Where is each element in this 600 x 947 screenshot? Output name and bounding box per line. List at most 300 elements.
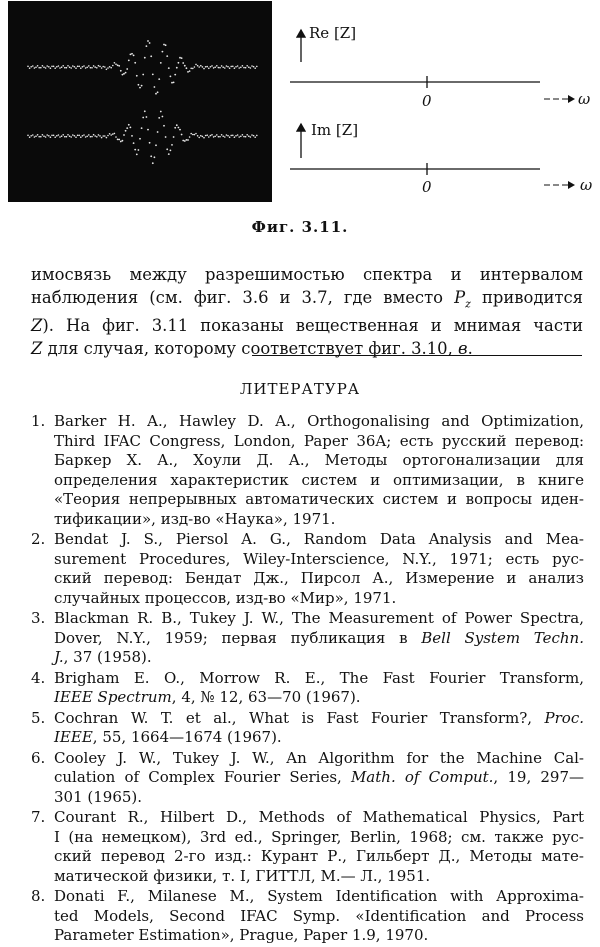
reference-line: IEEE, 55, 1664—1674 (1967). <box>54 728 282 746</box>
trace-dot <box>139 138 141 140</box>
trace-dot <box>99 135 101 137</box>
trace-dot <box>242 134 244 136</box>
trace-dot <box>174 74 176 76</box>
trace-dot <box>106 69 108 71</box>
trace-dot <box>72 65 74 67</box>
trace-dot <box>142 117 144 119</box>
trace-dot <box>240 136 242 138</box>
trace-dot <box>157 131 159 133</box>
trace-dot <box>118 65 120 67</box>
trace-dot <box>246 134 248 136</box>
trace-dot <box>136 154 138 156</box>
trace-dot <box>248 66 250 68</box>
trace-dot <box>206 66 208 68</box>
trace-dot <box>173 82 175 84</box>
trace-dot <box>198 137 200 139</box>
trace-dot <box>205 66 207 68</box>
trace-dot <box>83 134 85 136</box>
trace-dot <box>224 136 226 138</box>
trace-dot <box>184 140 186 142</box>
trace-dot <box>85 67 87 69</box>
trace-dot <box>150 55 152 57</box>
trace-dot <box>238 136 240 138</box>
trace-dot <box>32 65 34 67</box>
trace-dot <box>165 136 167 138</box>
reference-text <box>54 808 584 886</box>
reference-number: 7. <box>31 808 46 826</box>
reference-line: Barker H. A., Hawley D. A., Orthogonalising and Optimization, <box>54 412 584 430</box>
trace-dot <box>123 73 125 75</box>
reference-item <box>0 669 600 708</box>
trace-dot <box>142 74 144 76</box>
trace-dot <box>27 66 29 68</box>
trace-dot <box>187 139 189 141</box>
trace-dot <box>131 135 133 137</box>
trace-dot <box>176 67 178 69</box>
trace-dot <box>78 135 80 137</box>
trace-dot <box>222 66 224 68</box>
trace-dot <box>246 65 248 67</box>
reference-number: 3. <box>31 609 46 627</box>
trace-dot <box>82 66 84 68</box>
trace-dot <box>125 130 127 132</box>
reference-text <box>54 887 584 946</box>
trace-dot <box>72 134 74 136</box>
reference-line: Courant R., Hilbert D., Methods of Mathematical Physics, Part <box>54 808 584 826</box>
trace-dot <box>251 134 253 136</box>
trace-dot <box>162 51 164 53</box>
trace-dot <box>35 135 37 137</box>
trace-dot <box>152 74 154 76</box>
trace-dot <box>45 136 47 138</box>
trace-dot <box>181 134 183 136</box>
trace-dot <box>64 136 66 138</box>
trace-dot <box>166 55 168 57</box>
trace-dot <box>67 134 69 136</box>
reference-line: Blackman R. B., Tukey J. W., The Measurement of Power Spectra, <box>54 609 584 627</box>
trace-dot <box>30 135 32 137</box>
trace-dot <box>256 66 258 68</box>
reference-line: Dover, N.Y., 1959; первая публикация в Bell System Techn. <box>54 628 584 647</box>
trace-dot <box>32 134 34 136</box>
trace-dot <box>166 148 168 150</box>
trace-dot <box>91 67 93 69</box>
trace-dot <box>62 134 64 136</box>
trace-dot <box>162 116 164 118</box>
trace-dot <box>64 67 66 69</box>
trace-dot <box>80 67 82 69</box>
trace-dot <box>99 66 101 68</box>
trace-dot <box>139 87 141 89</box>
trace-dot <box>214 66 216 68</box>
trace-dot <box>114 133 116 135</box>
reference-line: Cooley J. W., Tukey J. W., An Algorithm for the Machine Cal- <box>54 748 584 767</box>
trace-dot <box>104 66 106 68</box>
trace-dot <box>94 135 96 137</box>
trace-dot <box>83 65 85 67</box>
trace-dot <box>53 135 55 137</box>
trace-dot <box>112 65 114 67</box>
trace-dot <box>226 65 228 67</box>
trace-dot <box>117 139 119 141</box>
trace-dot <box>237 65 239 67</box>
trace-dot <box>174 127 176 129</box>
reference-item <box>0 609 600 668</box>
reference-text <box>54 609 584 668</box>
lower-origin-label: 0 <box>422 178 432 196</box>
trace-dot <box>222 135 224 137</box>
references-heading: ЛИТЕРАТУРА <box>239 380 361 398</box>
trace-dot <box>171 82 173 84</box>
trace-dot <box>48 66 50 68</box>
trace-dot <box>114 62 116 64</box>
trace-dot <box>66 67 68 69</box>
reference-text <box>54 412 584 529</box>
trace-dot <box>45 67 47 69</box>
trace-dot <box>214 136 216 138</box>
trace-dot <box>102 135 104 137</box>
trace-dot <box>235 66 237 68</box>
trace-dot <box>80 136 82 138</box>
trace-dot <box>94 66 96 68</box>
trace-dot <box>109 66 111 68</box>
trace-dot <box>218 136 220 138</box>
reference-number: 8. <box>31 887 46 905</box>
upper-plot <box>290 24 590 110</box>
trace-dot <box>155 144 157 146</box>
trace-dot <box>211 134 213 136</box>
trace-dot <box>250 67 252 69</box>
trace-dot <box>250 136 252 138</box>
trace-dot <box>138 149 140 151</box>
trace-dot <box>42 65 44 67</box>
trace-dot <box>117 64 119 66</box>
trace-dot <box>93 65 95 67</box>
trace-dot <box>29 136 31 138</box>
trace-dot <box>206 134 208 136</box>
trace-dot <box>59 136 61 138</box>
trace-dot <box>147 129 149 131</box>
paragraph-line: наблюдения (см. фиг. 3.6 и 3.7, где вместо $P_z$ приводится <box>31 287 583 310</box>
trace-dot <box>182 140 184 142</box>
trace-dot <box>46 134 48 136</box>
trace-dot <box>62 65 64 67</box>
oscilloscope-traces <box>8 1 272 202</box>
reference-line: I (на немецком), 3rd ed., Springer, Berlin, 1968; см. также рус- <box>54 827 584 846</box>
trace-dot <box>110 67 112 69</box>
trace-dot <box>56 135 58 137</box>
trace-dot <box>238 67 240 69</box>
trace-dot <box>110 134 112 136</box>
lower-omega-label: ω <box>580 176 593 194</box>
reference-line: «Теория непрерывных автоматических систем и вопросы иден- <box>54 490 584 508</box>
trace-dot <box>130 127 132 129</box>
trace-dot <box>70 136 72 138</box>
trace-dot <box>187 71 189 73</box>
reference-line: J., 37 (1958). <box>54 648 152 666</box>
trace-dot <box>61 135 63 137</box>
reference-item <box>0 887 600 946</box>
trace-dot <box>61 66 63 68</box>
trace-dot <box>165 44 167 46</box>
reference-line: IEEE Spectrum, 4, № 12, 63—70 (1967). <box>54 688 361 706</box>
reference-line: случайных процессов, изд-во «Мир», 1971. <box>54 588 397 607</box>
trace-dot <box>235 135 237 137</box>
trace-dot <box>178 127 180 129</box>
trace-dot <box>173 136 175 138</box>
trace-dot <box>141 127 143 129</box>
trace-dot <box>232 135 234 137</box>
trace-dot <box>203 137 205 139</box>
trace-dot <box>107 135 109 137</box>
reference-number: 6. <box>31 748 46 767</box>
trace-dot <box>101 137 103 139</box>
trace-dot <box>227 135 229 137</box>
trace-dot <box>128 60 130 62</box>
trace-dot <box>216 65 218 67</box>
trace-dot <box>122 74 124 76</box>
trace-dot <box>198 66 200 68</box>
trace-dot <box>152 162 154 164</box>
trace-dot <box>66 136 68 138</box>
body-paragraph <box>31 264 583 360</box>
trace-dot <box>182 62 184 64</box>
trace-dot <box>195 133 197 135</box>
trace-dot <box>221 134 223 136</box>
trace-dot <box>58 65 60 67</box>
trace-dot <box>131 53 133 55</box>
reference-line: Donati F., Milanese M., System Identification with Approxima- <box>54 887 584 905</box>
trace-dot <box>195 64 197 66</box>
reference-line: Parameter Estimation», Prague, Paper 1.9, 1970. <box>54 926 429 944</box>
trace-dot <box>186 139 188 141</box>
trace-dot <box>163 125 165 127</box>
trace-dot <box>46 65 48 67</box>
trace-dot <box>190 133 192 135</box>
reference-line: ский перевод 2-го изд.: Курант Р., Гильберт Д., Методы мате- <box>54 847 584 865</box>
reference-item <box>0 749 600 808</box>
trace-dot <box>194 134 196 136</box>
trace-dot <box>96 67 98 69</box>
reference-line: Brigham E. O., Morrow R. E., The Fast Fourier Transform, <box>54 668 584 687</box>
trace-dot <box>229 67 231 69</box>
trace-dot <box>243 67 245 69</box>
trace-dot <box>120 70 122 72</box>
trace-dot <box>123 134 125 136</box>
trace-dot <box>141 85 143 87</box>
trace-dot <box>30 66 32 68</box>
trace-dot <box>208 136 210 138</box>
reference-line: Bendat J. S., Piersol A. G., Random Data Analysis and Mea- <box>54 530 584 548</box>
trace-dot <box>192 68 194 70</box>
trace-dot <box>179 129 181 131</box>
trace-dot <box>93 134 95 136</box>
trace-dot <box>184 65 186 67</box>
trace-dot <box>91 136 93 138</box>
trace-dot <box>160 62 162 64</box>
trace-dot <box>38 67 40 69</box>
trace-dot <box>75 67 77 69</box>
frequency-axes-diagram <box>288 18 600 203</box>
trace-dot <box>122 140 124 142</box>
trace-dot <box>112 133 114 135</box>
reference-number: 1. <box>31 412 46 430</box>
upper-origin-label: 0 <box>422 92 432 110</box>
real-part-trace <box>27 40 257 95</box>
trace-dot <box>163 44 165 46</box>
trace-dot <box>158 78 160 80</box>
trace-dot <box>98 134 100 136</box>
trace-dot <box>75 136 77 138</box>
trace-dot <box>253 66 255 68</box>
trace-dot <box>186 67 188 69</box>
trace-dot <box>54 67 56 69</box>
trace-dot <box>86 136 88 138</box>
trace-dot <box>130 54 132 56</box>
trace-dot <box>27 135 29 137</box>
trace-dot <box>208 68 210 70</box>
reference-line: Баркер Х. А., Хоули Д. А., Методы ортогонализации для <box>54 451 584 469</box>
reference-line: surement Procedures, Wiley-Interscience, N.Y., 1971; есть рус- <box>54 549 584 568</box>
trace-dot <box>70 67 72 69</box>
trace-dot <box>34 67 36 69</box>
trace-dot <box>194 66 196 68</box>
trace-dot <box>34 136 36 138</box>
reference-line: тификации», изд-во «Наука», 1971. <box>54 509 336 528</box>
trace-dot <box>149 142 151 144</box>
reference-line: ted Models, Second IFAC Symp. «Identification and Process <box>54 906 584 925</box>
trace-dot <box>54 136 56 138</box>
reference-number: 4. <box>31 668 46 687</box>
trace-dot <box>56 66 58 68</box>
trace-dot <box>227 66 229 68</box>
trace-dot <box>150 155 152 157</box>
trace-dot <box>37 134 39 136</box>
trace-dot <box>253 135 255 137</box>
trace-dot <box>101 67 103 69</box>
reference-number: 5. <box>31 708 46 727</box>
trace-dot <box>67 65 69 67</box>
trace-dot <box>126 68 128 70</box>
trace-dot <box>170 76 172 78</box>
reference-line: culation of Complex Fourier Series, Math. of Comput., 19, 297— <box>54 768 585 786</box>
trace-dot <box>243 136 245 138</box>
trace-dot <box>144 110 146 112</box>
reference-number: 2. <box>31 530 46 548</box>
trace-dot <box>86 67 88 69</box>
trace-dot <box>251 65 253 67</box>
trace-dot <box>248 135 250 137</box>
trace-dot <box>77 66 79 68</box>
reference-item <box>0 530 600 608</box>
trace-dot <box>59 67 61 69</box>
trace-dot <box>202 66 204 68</box>
trace-dot <box>50 136 52 138</box>
reference-text <box>54 749 584 808</box>
trace-dot <box>136 75 138 77</box>
trace-dot <box>109 133 111 135</box>
trace-dot <box>74 66 76 68</box>
trace-dot <box>160 111 162 113</box>
trace-dot <box>245 136 247 138</box>
trace-dot <box>232 66 234 68</box>
trace-dot <box>218 67 220 69</box>
trace-dot <box>90 136 92 138</box>
trace-dot <box>234 136 236 138</box>
trace-dot <box>77 135 79 137</box>
trace-dot <box>200 135 202 137</box>
reference-line: матической физики, т. I, ГИТТЛ, М.— Л., 1951. <box>54 866 431 885</box>
reference-item <box>0 709 600 748</box>
trace-dot <box>170 150 172 152</box>
trace-dot <box>38 136 40 138</box>
trace-dot <box>200 65 202 67</box>
trace-dot <box>221 65 223 67</box>
trace-dot <box>85 136 87 138</box>
trace-dot <box>234 67 236 69</box>
trace-dot <box>226 134 228 136</box>
reference-text <box>54 530 584 608</box>
trace-dot <box>192 134 194 136</box>
trace-dot <box>205 135 207 137</box>
reference-item <box>0 412 600 529</box>
trace-dot <box>144 57 146 59</box>
trace-dot <box>104 135 106 137</box>
trace-dot <box>69 66 71 68</box>
trace-dot <box>115 63 117 65</box>
re-axis-label: Re [Z] <box>309 24 357 42</box>
trace-dot <box>155 93 157 95</box>
trace-dot <box>146 45 148 47</box>
trace-dot <box>96 136 98 138</box>
trace-dot <box>133 142 135 144</box>
trace-dot <box>176 124 178 126</box>
trace-dot <box>115 136 117 138</box>
trace-dot <box>149 42 151 44</box>
trace-dot <box>230 135 232 137</box>
trace-dot <box>189 136 191 138</box>
trace-dot <box>210 66 212 68</box>
trace-dot <box>40 136 42 138</box>
trace-dot <box>181 57 183 59</box>
trace-dot <box>106 137 108 139</box>
trace-dot <box>213 136 215 138</box>
reference-line: 301 (1965). <box>54 787 143 806</box>
trace-dot <box>37 65 39 67</box>
trace-dot <box>168 67 170 69</box>
trace-dot <box>245 67 247 69</box>
trace-dot <box>50 67 52 69</box>
trace-dot <box>157 91 159 93</box>
reference-line: определения характеристик систем и оптимизации, в книге <box>54 470 584 489</box>
trace-dot <box>120 141 122 143</box>
trace-dot <box>216 134 218 136</box>
references-list <box>0 412 600 947</box>
trace-dot <box>107 67 109 69</box>
trace-dot <box>125 72 127 74</box>
trace-dot <box>98 65 100 67</box>
trace-dot <box>242 65 244 67</box>
paragraph-line: Z). На фиг. 3.11 показаны вещественная и мнимая части <box>31 316 583 336</box>
reference-item <box>0 808 600 886</box>
trace-dot <box>256 135 258 137</box>
trace-dot <box>88 134 90 136</box>
trace-dot <box>189 70 191 72</box>
figure-caption: Фиг. 3.11. <box>251 218 349 236</box>
trace-dot <box>197 135 199 137</box>
trace-dot <box>51 135 53 137</box>
trace-dot <box>213 67 215 69</box>
